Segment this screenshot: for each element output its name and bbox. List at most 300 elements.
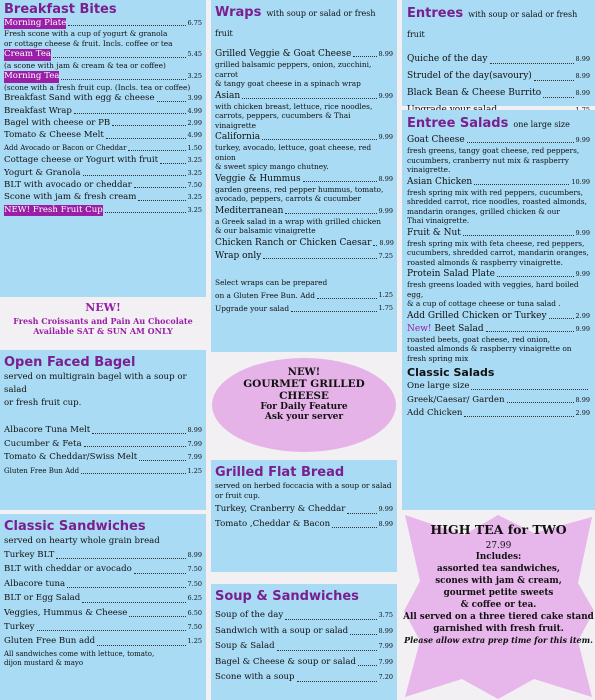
leader-dots bbox=[263, 258, 376, 259]
high-tea-price: 27.99 bbox=[485, 541, 512, 551]
menu-item bbox=[4, 106, 202, 117]
menu-entry bbox=[215, 670, 393, 685]
high-tea-line: Includes: bbox=[475, 552, 522, 562]
item-description: roasted almonds & raspberry vinaigrette. bbox=[407, 257, 563, 267]
sandwiches-panel bbox=[0, 514, 206, 700]
menu-entry bbox=[4, 192, 202, 203]
leader-dots bbox=[486, 331, 574, 332]
menu-entry bbox=[4, 49, 202, 70]
menu-item bbox=[215, 670, 393, 685]
menu-item bbox=[215, 639, 393, 654]
item-description: roasted beets, goat cheese, red onion, bbox=[407, 334, 551, 344]
salads-header bbox=[407, 113, 590, 134]
item-description: grilled balsamic peppers, onion, zucchini, carrot bbox=[215, 60, 372, 79]
menu-item bbox=[4, 438, 202, 451]
high-tea-title: HIGH TEA for TWO bbox=[430, 522, 567, 537]
item-name: Asian Chicken bbox=[407, 176, 473, 187]
menu-entry bbox=[4, 180, 202, 191]
menu-entry bbox=[4, 93, 202, 104]
item-price: 8.99 bbox=[575, 89, 590, 97]
item-price: 7.99 bbox=[187, 453, 202, 461]
sandwiches-list bbox=[4, 549, 202, 649]
item-name: Goat Cheese bbox=[407, 135, 465, 145]
item-name: Morning Plate bbox=[4, 18, 67, 28]
item-name: Grilled Veggie & Goat Cheese bbox=[215, 49, 352, 59]
leader-dots bbox=[471, 389, 588, 390]
menu-entry bbox=[215, 131, 393, 172]
leader-dots bbox=[490, 63, 574, 64]
leader-dots bbox=[303, 181, 377, 182]
menu-entry bbox=[215, 173, 393, 204]
leader-dots bbox=[82, 602, 185, 603]
leader-dots bbox=[81, 473, 185, 474]
flatbread-title: Grilled Flat Bread bbox=[215, 465, 345, 480]
menu-entry bbox=[407, 51, 590, 67]
gourmet-new: NEW! bbox=[287, 367, 321, 378]
menu-item bbox=[215, 237, 393, 249]
leader-dots bbox=[353, 56, 376, 57]
item-description: or cottage cheese & fruit. Incls. coffee or tea bbox=[4, 38, 173, 48]
menu-item bbox=[407, 323, 590, 335]
menu-item bbox=[4, 130, 202, 141]
menu-entry bbox=[4, 106, 202, 117]
classic-salads-title: Classic Salads bbox=[407, 366, 495, 379]
leader-dots bbox=[139, 460, 185, 461]
item-name: Strudel of the day(savoury) bbox=[407, 71, 532, 81]
item-description: (scone with a fresh fruit cup. (Incls. tea or coffee) bbox=[4, 82, 191, 92]
leader-dots bbox=[83, 175, 186, 176]
item-description: & tangy goat cheese in a spinach wrap bbox=[215, 79, 361, 88]
high-tea-line: All served on a three tiered cake stand bbox=[403, 612, 594, 622]
menu-item bbox=[215, 250, 393, 262]
item-price: 7.20 bbox=[378, 673, 393, 681]
item-price: 5.45 bbox=[187, 50, 202, 59]
item-description: fresh greens, tangy goat cheese, red peppers, bbox=[407, 146, 580, 155]
item-name: Add Chicken bbox=[407, 408, 463, 418]
item-price: 7.99 bbox=[378, 657, 393, 666]
bagel-panel bbox=[0, 350, 206, 510]
leader-dots bbox=[106, 138, 186, 139]
item-price: 2.99 bbox=[575, 311, 590, 320]
menu-entry bbox=[4, 465, 202, 478]
menu-entry bbox=[215, 250, 393, 262]
item-price: 7.50 bbox=[187, 565, 202, 574]
bagel-intro-2: or fresh fruit cup. bbox=[4, 398, 82, 408]
leader-dots bbox=[53, 57, 185, 58]
leader-dots bbox=[56, 558, 185, 559]
item-description: & our balsamic vinaigrette bbox=[215, 226, 316, 235]
high-tea-footer: Please allow extra prep time for this item. bbox=[404, 635, 593, 645]
item-name: Soup of the day bbox=[215, 610, 284, 620]
leader-dots bbox=[507, 402, 574, 403]
item-name: Quiche of the day bbox=[407, 54, 488, 64]
bagel-intro-1: served on multigrain bagel with a soup or salad bbox=[4, 372, 187, 395]
item-name-rest: Beet Salad bbox=[431, 323, 484, 334]
item-price: 3.25 bbox=[187, 168, 202, 177]
menu-item bbox=[215, 518, 393, 532]
menu-item bbox=[407, 51, 590, 67]
entrees-panel bbox=[402, 0, 595, 106]
item-name bbox=[407, 323, 484, 335]
item-price: 8.99 bbox=[187, 551, 202, 559]
high-tea-lines bbox=[402, 551, 595, 635]
menu-entry bbox=[4, 621, 202, 634]
item-price: 6.25 bbox=[187, 594, 202, 603]
leader-dots bbox=[134, 573, 186, 574]
item-name: BLT with cheddar or avocado bbox=[4, 564, 132, 575]
item-name: Add Avocado or Bacon or Cheddar bbox=[4, 143, 127, 152]
salads-list bbox=[407, 134, 590, 363]
item-name: Chicken Ranch or Chicken Caesar bbox=[215, 237, 372, 248]
menu-entry bbox=[4, 578, 202, 591]
menu-entry bbox=[4, 18, 202, 48]
menu-item bbox=[4, 621, 202, 634]
item-description: avocado, peppers, carrots & cucumber bbox=[215, 194, 361, 203]
menu-item bbox=[407, 380, 590, 393]
item-name: Veggie & Hummus bbox=[215, 173, 301, 184]
note-text: Upgrade your salad bbox=[215, 303, 290, 313]
gourmet-title-2: CHEESE bbox=[279, 390, 329, 402]
item-description: cucumbers, shredded carrot, mandarin oranges, bbox=[407, 248, 589, 257]
menu-entry bbox=[4, 205, 202, 216]
item-description: & sweet spicy mango chutney. bbox=[215, 162, 329, 171]
menu-item bbox=[4, 155, 202, 166]
menu-item bbox=[215, 608, 393, 623]
menu-item bbox=[4, 18, 202, 29]
item-price: 9.99 bbox=[575, 270, 590, 278]
menu-item bbox=[407, 68, 590, 84]
menu-entry bbox=[215, 655, 393, 670]
item-price: 8.99 bbox=[378, 174, 393, 183]
item-price: 7.50 bbox=[187, 623, 202, 632]
menu-entry bbox=[4, 438, 202, 451]
item-name: Gluten Free Bun add bbox=[4, 636, 96, 647]
high-tea-line: assorted tea sandwiches, bbox=[437, 564, 560, 574]
flatbread-panel bbox=[211, 460, 397, 572]
leader-dots bbox=[37, 630, 186, 631]
wraps-list bbox=[215, 48, 393, 262]
item-price: 9.99 bbox=[378, 91, 393, 100]
menu-entry bbox=[4, 168, 202, 179]
menu-item bbox=[4, 143, 202, 154]
menu-item bbox=[4, 168, 202, 179]
sandwiches-footer-1: All sandwiches come with lettuce, tomato, bbox=[4, 649, 155, 658]
menu-entry bbox=[215, 90, 393, 131]
menu-entry bbox=[407, 85, 590, 101]
wrap-note bbox=[215, 289, 393, 302]
item-price: 2.99 bbox=[187, 119, 202, 128]
high-tea-text bbox=[402, 518, 595, 698]
item-name: BLT with avocado or cheddar bbox=[4, 180, 132, 191]
leader-dots bbox=[68, 25, 185, 26]
menu-item bbox=[407, 394, 590, 407]
menu-entry bbox=[407, 323, 590, 364]
item-description: & a cup of cottage cheese or tuna salad . bbox=[407, 299, 561, 308]
item-price: 7.25 bbox=[378, 251, 393, 260]
menu-entry bbox=[4, 130, 202, 141]
classic-salads-list bbox=[407, 380, 590, 420]
menu-entry bbox=[4, 592, 202, 605]
item-price: 8.99 bbox=[187, 426, 202, 434]
new-flag: New! bbox=[407, 323, 432, 334]
soup-list bbox=[215, 608, 393, 685]
leader-dots bbox=[464, 416, 573, 417]
leader-dots bbox=[157, 101, 186, 102]
item-name: Breakfast Sand with egg & cheese bbox=[4, 93, 155, 104]
sandwiches-title: Classic Sandwiches bbox=[4, 519, 146, 534]
item-price: 8.99 bbox=[378, 626, 393, 635]
item-price: 7.50 bbox=[187, 181, 202, 190]
item-price: 2.99 bbox=[575, 409, 590, 417]
leader-dots bbox=[61, 79, 185, 80]
item-price: 9.99 bbox=[378, 133, 393, 141]
item-name: Cucumber & Feta bbox=[4, 438, 82, 449]
item-price: 9.99 bbox=[575, 324, 590, 333]
entrees-sub: with soup or salad or fresh fruit bbox=[407, 10, 578, 39]
menu-item bbox=[4, 635, 202, 648]
leader-dots bbox=[242, 98, 376, 99]
item-price: 8.99 bbox=[379, 238, 394, 247]
leader-dots bbox=[291, 311, 376, 312]
menu-item bbox=[4, 192, 202, 203]
item-name: Mediterranean bbox=[215, 205, 284, 216]
soup-title: Soup & Sandwiches bbox=[215, 589, 359, 604]
item-description: with chicken breast, lettuce, rice noodles, bbox=[215, 101, 373, 111]
item-name: Fruit & Nut bbox=[407, 227, 461, 238]
menu-entry bbox=[4, 155, 202, 166]
menu-entry bbox=[4, 71, 202, 92]
item-price: 3.25 bbox=[187, 156, 202, 165]
item-description: toasted almonds & raspberry vinaigrette on bbox=[407, 344, 572, 353]
item-description: cucumbers, cranberry nut mix & raspberry bbox=[407, 155, 569, 165]
menu-entry bbox=[4, 549, 202, 562]
menu-item bbox=[407, 176, 590, 188]
menu-item bbox=[215, 131, 393, 143]
salads-sub: one large size bbox=[513, 120, 570, 129]
item-description: Thai vinaigrette. bbox=[407, 216, 470, 225]
item-name: Gluten Free Bun Add bbox=[4, 466, 80, 475]
menu-item bbox=[4, 549, 202, 562]
wraps-panel bbox=[211, 0, 397, 352]
menu-entry bbox=[407, 68, 590, 84]
menu-entry bbox=[4, 563, 202, 576]
leader-dots bbox=[262, 139, 376, 140]
leader-dots bbox=[277, 650, 377, 651]
bagel-list bbox=[4, 424, 202, 477]
item-description: a Greek salad in a wrap with grilled chicken bbox=[215, 216, 381, 226]
menu-item bbox=[407, 407, 590, 420]
croissant-avail: Available SAT & SUN AM ONLY bbox=[33, 326, 173, 336]
leader-dots bbox=[97, 645, 185, 646]
item-name: Cottage cheese or Yogurt with fruit bbox=[4, 155, 159, 166]
soup-panel bbox=[211, 584, 397, 700]
sandwiches-intro: served on hearty whole grain bread bbox=[4, 536, 160, 546]
item-name: Turkey BLT bbox=[4, 550, 55, 560]
item-name: Tomato & Cheddar/Swiss Melt bbox=[4, 452, 138, 462]
item-description: (a scone with jam & cream & tea or coffee) bbox=[4, 60, 166, 70]
menu-item bbox=[215, 624, 393, 639]
item-name: Yogurt & Granola bbox=[4, 167, 81, 178]
item-name: Cream Tea bbox=[4, 49, 52, 60]
gourmet-title-1: GOURMET GRILLED bbox=[243, 378, 365, 390]
leader-dots bbox=[134, 187, 186, 188]
item-name: Add Grilled Chicken or Turkey bbox=[407, 310, 547, 321]
item-price: 3.25 bbox=[187, 72, 202, 81]
menu-item bbox=[4, 49, 202, 60]
item-name: Black Bean & Cheese Burrito bbox=[407, 88, 542, 98]
menu-item bbox=[407, 227, 590, 239]
leader-dots bbox=[129, 616, 185, 617]
menu-entry bbox=[215, 48, 393, 89]
item-price: 4.99 bbox=[187, 131, 202, 140]
item-description: mandarin oranges, grilled chicken & our bbox=[407, 206, 560, 216]
item-name: Albacore Tuna Melt bbox=[4, 425, 91, 435]
high-tea-line: & coffee or tea. bbox=[460, 600, 537, 610]
menu-entry bbox=[407, 176, 590, 226]
menu-item bbox=[215, 655, 393, 670]
note-price: 1.75 bbox=[378, 303, 393, 312]
item-name: Sandwich with a soup or salad bbox=[215, 625, 349, 636]
flatbread-list bbox=[215, 503, 393, 531]
item-description: carrots, peppers, cucumbers & Thai vinaigrette bbox=[215, 111, 351, 130]
leader-dots bbox=[67, 587, 185, 588]
menu-entry bbox=[4, 635, 202, 648]
item-description: fresh spring mix with red peppers, cucumbers, bbox=[407, 187, 584, 197]
item-description: Fresh scone with a cup of yogurt & granola bbox=[4, 29, 168, 39]
menu-entry bbox=[4, 118, 202, 129]
item-name: Albacore tuna bbox=[4, 578, 66, 589]
item-name: Turkey, Cranberry & Cheddar bbox=[215, 504, 346, 514]
menu-item bbox=[4, 592, 202, 605]
item-name: Scone with jam & fresh cream bbox=[4, 192, 137, 203]
high-tea-line: scones with jam & cream, bbox=[435, 576, 562, 586]
item-description: vinaigrette. bbox=[407, 165, 451, 174]
item-price: 3.75 bbox=[378, 611, 393, 619]
leader-dots bbox=[105, 212, 186, 213]
menu-entry bbox=[407, 380, 590, 393]
menu-entry bbox=[215, 624, 393, 639]
gourmet-circle bbox=[212, 358, 396, 452]
sandwiches-footer-2: dijon mustard & mayo bbox=[4, 658, 84, 667]
leader-dots bbox=[497, 276, 574, 277]
leader-dots bbox=[543, 97, 573, 98]
menu-item bbox=[4, 180, 202, 191]
menu-item bbox=[407, 134, 590, 146]
menu-item bbox=[215, 205, 393, 217]
wraps-header bbox=[215, 2, 393, 42]
item-name: Greek/Caesar/ Garden bbox=[407, 394, 505, 405]
item-price: 8.99 bbox=[575, 55, 590, 63]
menu-entry bbox=[407, 134, 590, 175]
item-price: 9.99 bbox=[378, 505, 393, 513]
leader-dots bbox=[128, 150, 185, 151]
menu-item bbox=[4, 118, 202, 129]
leader-dots bbox=[74, 113, 186, 114]
leader-dots bbox=[84, 446, 186, 447]
menu-entry bbox=[215, 608, 393, 623]
menu-item bbox=[4, 578, 202, 591]
item-name: NEW! Fresh Fruit Cup bbox=[4, 204, 103, 215]
item-price: 8.99 bbox=[378, 50, 393, 58]
item-description: fresh spring mix bbox=[407, 353, 469, 363]
item-price: 1.25 bbox=[187, 637, 202, 646]
item-price: 9.99 bbox=[575, 136, 590, 144]
menu-entry bbox=[407, 394, 590, 407]
item-name: Bagel with cheese or PB bbox=[4, 118, 111, 129]
item-price: 7.99 bbox=[378, 642, 393, 650]
leader-dots bbox=[373, 245, 377, 246]
item-name: Veggies, Hummus & Cheese bbox=[4, 607, 128, 618]
item-price: 6.50 bbox=[187, 608, 202, 617]
leader-dots bbox=[112, 125, 185, 126]
leader-dots bbox=[474, 184, 569, 185]
item-price: 9.99 bbox=[575, 228, 590, 237]
menu-entry bbox=[215, 503, 393, 517]
leader-dots bbox=[92, 433, 185, 434]
leader-dots bbox=[160, 163, 185, 164]
item-name: Tomato ,Cheddar & Bacon bbox=[215, 518, 331, 529]
item-name: Morning Tea bbox=[4, 71, 60, 82]
item-description: fresh greens loaded with veggies, hard boiled egg, bbox=[407, 280, 579, 299]
item-name: One large size bbox=[407, 381, 470, 391]
menu-item bbox=[4, 71, 202, 82]
menu-entry bbox=[4, 607, 202, 620]
wraps-notes bbox=[215, 276, 393, 315]
menu-item bbox=[407, 268, 590, 280]
item-name: BLT or Egg Salad bbox=[4, 593, 81, 604]
flatbread-intro-1: served on herbed foccacia with a soup or salad bbox=[215, 481, 392, 490]
wraps-title: Wraps bbox=[215, 5, 262, 20]
leader-dots bbox=[358, 665, 376, 666]
salads-title: Entree Salads bbox=[407, 116, 509, 131]
item-price: 3.25 bbox=[187, 193, 202, 202]
menu-item bbox=[4, 563, 202, 576]
menu-item bbox=[4, 465, 202, 478]
menu-item bbox=[4, 451, 202, 464]
menu-item bbox=[215, 503, 393, 517]
item-price: 7.50 bbox=[187, 579, 202, 588]
leader-dots bbox=[467, 142, 574, 143]
high-tea-line: gourmet petite sweets bbox=[443, 588, 554, 598]
wrap-note bbox=[215, 276, 393, 289]
item-description: shredded carrot, rice noodles, roasted almonds, bbox=[407, 197, 587, 206]
item-name: Soup & Salad bbox=[215, 641, 275, 651]
menu-entry bbox=[407, 227, 590, 268]
leader-dots bbox=[534, 80, 574, 81]
menu-item bbox=[4, 424, 202, 437]
item-price: 3.25 bbox=[187, 205, 202, 214]
menu-item bbox=[4, 93, 202, 104]
croissant-line: Fresh Croissants and Pain Au Chocolate bbox=[13, 316, 193, 326]
bagel-title: Open Faced Bagel bbox=[4, 355, 136, 370]
menu-entry bbox=[407, 268, 590, 309]
gourmet-feature: For Daily Feature bbox=[260, 402, 348, 412]
menu-item bbox=[215, 48, 393, 60]
high-tea-line: garnished with fresh fruit. bbox=[433, 624, 564, 634]
flatbread-intro-2: or fruit cup. bbox=[215, 490, 261, 500]
entrees-list bbox=[407, 51, 590, 118]
wraps-sub: with soup or salad or fresh fruit bbox=[215, 9, 376, 38]
item-description: fresh spring mix with feta cheese, red peppers, bbox=[407, 238, 585, 248]
item-name: Protein Salad Plate bbox=[407, 269, 495, 279]
item-price: 6.75 bbox=[187, 19, 202, 27]
menu-item bbox=[407, 310, 590, 322]
menu-item bbox=[4, 205, 202, 216]
entrees-title: Entrees bbox=[407, 6, 464, 21]
item-name: Tomato & Cheese Melt bbox=[4, 130, 104, 141]
item-name: Turkey bbox=[4, 622, 35, 633]
menu-entry bbox=[215, 205, 393, 236]
